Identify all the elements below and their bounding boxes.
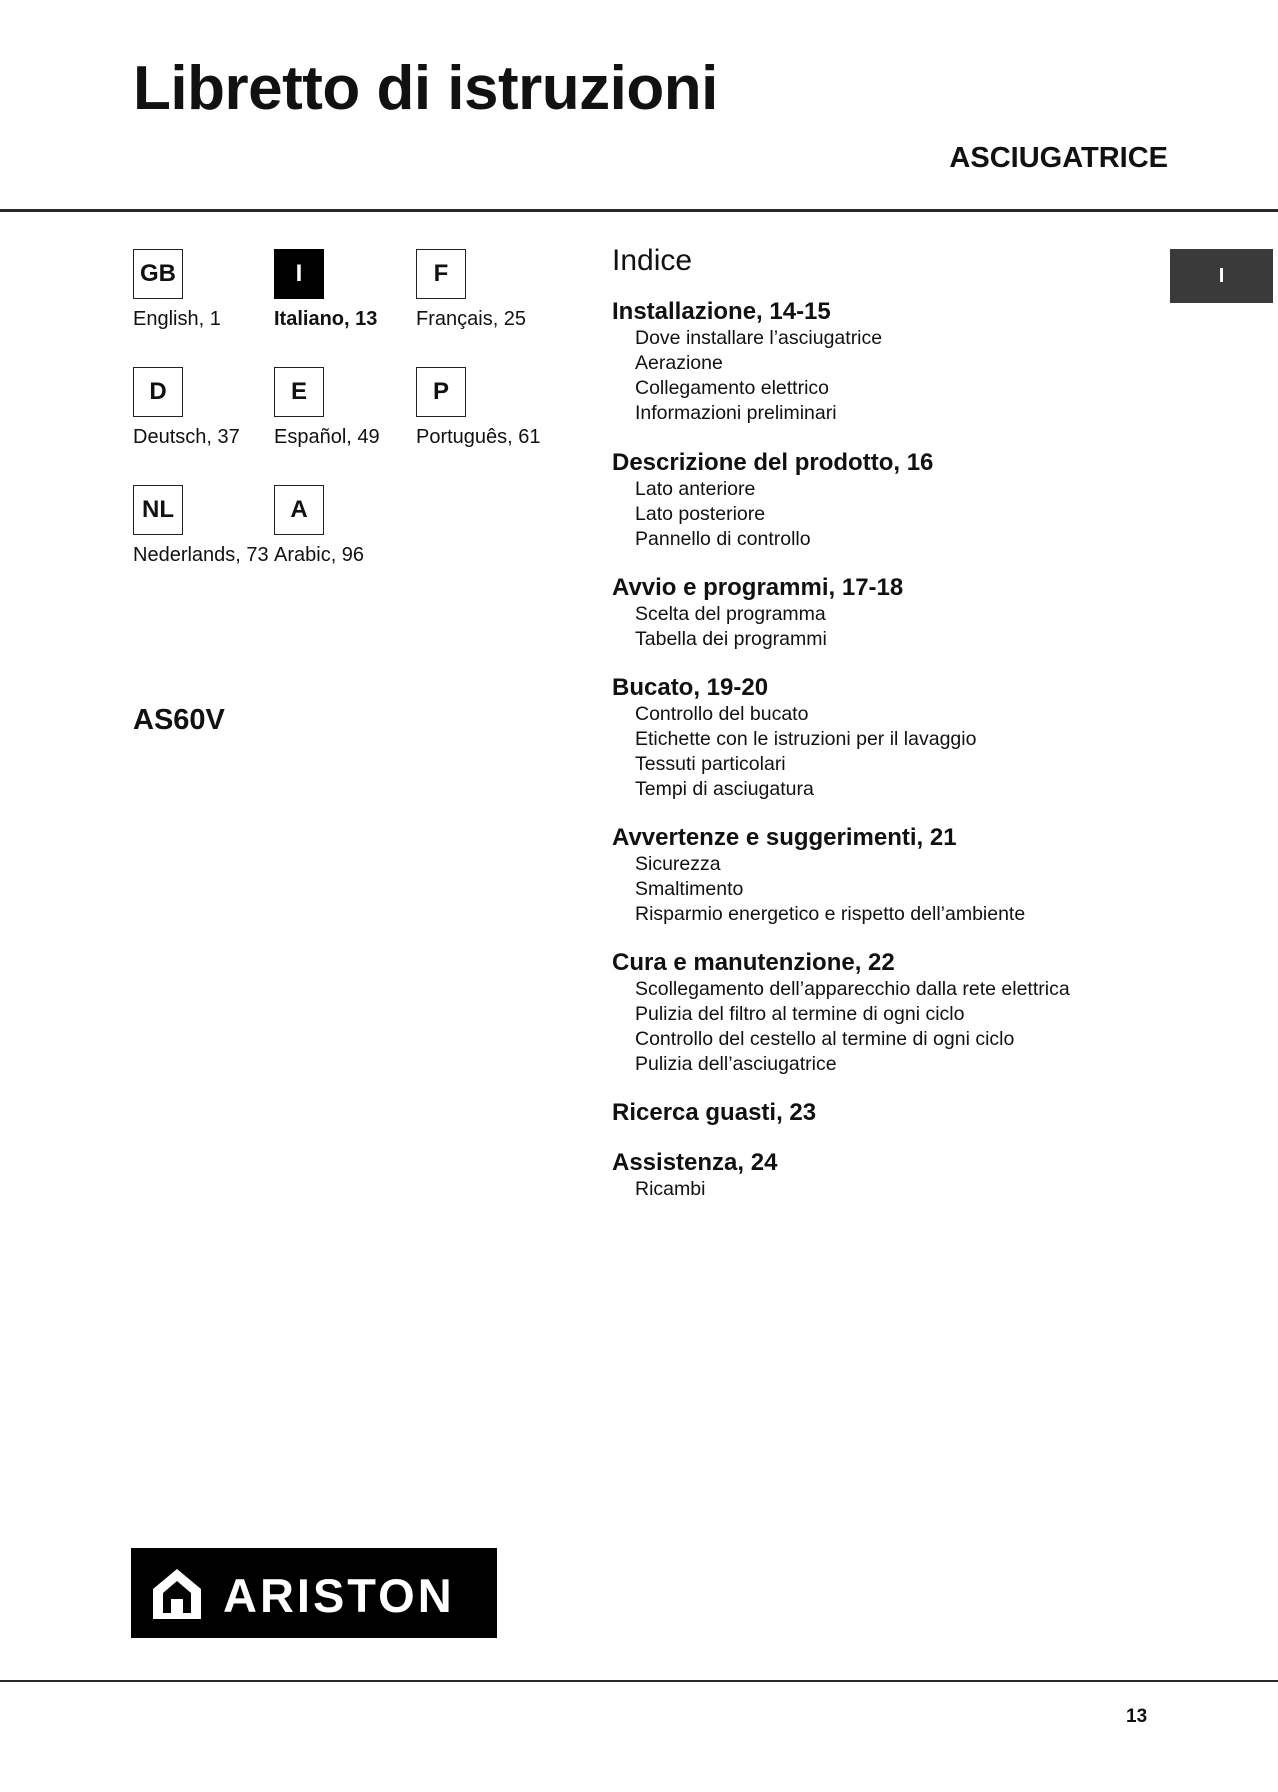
toc-section (612, 574, 1172, 652)
toc-item[interactable]: Tabella dei programmi (635, 628, 827, 650)
language-label: Deutsch, 37 (133, 426, 240, 448)
toc-item[interactable]: Pulizia del filtro al termine di ogni ciclo (635, 1003, 965, 1025)
toc-section (612, 949, 1172, 1077)
language-label: Português, 61 (416, 426, 541, 448)
language-label: Arabic, 96 (274, 544, 365, 566)
language-code-box[interactable]: E (274, 367, 324, 417)
toc-item[interactable]: Scelta del programma (635, 603, 826, 625)
language-label: Español, 49 (274, 426, 380, 448)
house-icon (145, 1565, 209, 1621)
toc-section (612, 298, 1172, 426)
toc-item[interactable]: Sicurezza (635, 853, 721, 875)
footer-divider (0, 1680, 1278, 1682)
toc-item[interactable]: Ricambi (635, 1178, 706, 1200)
language-label: Français, 25 (416, 308, 527, 330)
language-label-active: Italiano, 13 (274, 308, 378, 330)
toc-item[interactable]: Lato posteriore (635, 503, 766, 525)
language-label: English, 1 (133, 308, 221, 330)
toc-item[interactable]: Controllo del bucato (635, 703, 809, 725)
language-code-box[interactable]: A (274, 485, 324, 535)
toc-section-title[interactable]: Installazione, 14-15 (612, 298, 831, 325)
toc-item[interactable]: Risparmio energetico e rispetto dell’ambiente (635, 903, 1026, 925)
language-label: Nederlands, 73 (133, 544, 269, 566)
toc-section-title[interactable]: Avvio e programmi, 17-18 (612, 574, 904, 601)
toc-section (612, 674, 1172, 802)
model-number: AS60V (133, 704, 225, 736)
language-code-box[interactable]: GB (133, 249, 183, 299)
toc-section-title[interactable]: Avvertenze e suggerimenti, 21 (612, 824, 957, 851)
language-tab-marker: I (1170, 249, 1273, 303)
page-number: 13 (1126, 1706, 1148, 1727)
toc-section (612, 449, 1172, 552)
language-code-box-active[interactable]: I (274, 249, 324, 299)
toc-item[interactable]: Scollegamento dell’apparecchio dalla rete elettrica (635, 978, 1070, 1000)
language-code-box[interactable]: D (133, 367, 183, 417)
toc-item[interactable]: Lato anteriore (635, 478, 756, 500)
ariston-logo (131, 1548, 497, 1638)
product-type: ASCIUGATRICE (949, 142, 1168, 174)
toc-section-title[interactable]: Ricerca guasti, 23 (612, 1099, 817, 1126)
toc-item[interactable]: Pannello di controllo (635, 528, 811, 550)
toc-item[interactable]: Tessuti particolari (635, 753, 786, 775)
toc-item[interactable]: Controllo del cestello al termine di ogni ciclo (635, 1028, 1015, 1050)
toc-section-title[interactable]: Assistenza, 24 (612, 1149, 778, 1176)
toc-item[interactable]: Informazioni preliminari (635, 402, 837, 424)
toc-item[interactable]: Pulizia dell’asciugatrice (635, 1053, 837, 1075)
toc-item[interactable]: Collegamento elettrico (635, 377, 830, 399)
language-code-box[interactable]: F (416, 249, 466, 299)
language-code-box[interactable]: P (416, 367, 466, 417)
toc-item[interactable]: Dove installare l’asciugatrice (635, 327, 883, 349)
page-title: Libretto di istruzioni (133, 54, 718, 123)
header-divider (0, 209, 1278, 212)
toc-section (612, 824, 1172, 927)
toc-section (612, 1099, 1172, 1127)
toc-heading: Indice (612, 244, 693, 277)
toc-item[interactable]: Aerazione (635, 352, 723, 374)
logo-text: ARISTON (223, 1569, 455, 1622)
toc-item[interactable]: Tempi di asciugatura (635, 778, 814, 800)
toc-item[interactable]: Etichette con le istruzioni per il lavaggio (635, 728, 977, 750)
toc-section-title[interactable]: Cura e manutenzione, 22 (612, 949, 895, 976)
toc-section (612, 1149, 1172, 1202)
language-code-box[interactable]: NL (133, 485, 183, 535)
toc-item[interactable]: Smaltimento (635, 878, 744, 900)
toc-section-title[interactable]: Bucato, 19-20 (612, 674, 769, 701)
toc-section-title[interactable]: Descrizione del prodotto, 16 (612, 449, 934, 476)
